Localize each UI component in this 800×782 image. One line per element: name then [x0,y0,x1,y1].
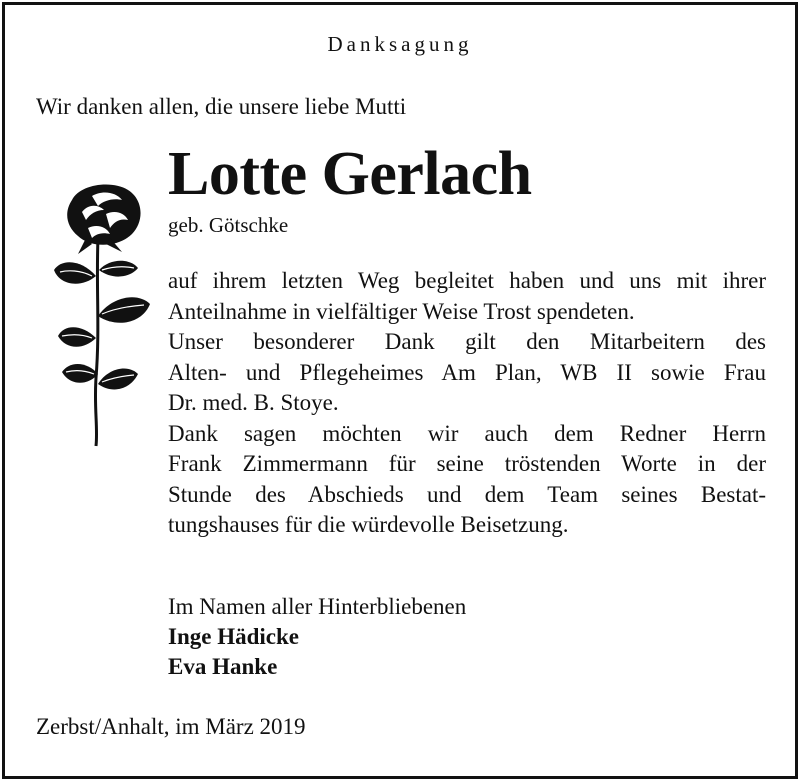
rose-icon [52,178,162,448]
body-line: Frank Zimmermann für seine tröstenden Worte in der [168,451,766,476]
body-line: Dank sagen möchten wir auch dem Redner Herrn [168,420,766,446]
body-line: Alten- und Pflegeheimes Am Plan, WB II sowie Frau [168,359,766,385]
body-line: Stunde des Abschieds und dem Team seines Bestat- [168,481,766,507]
signature-block [168,592,466,682]
place-date: Zerbst/Anhalt, im März 2019 [36,714,306,739]
body-line: Dr. med. B. Stoye. [168,390,339,415]
signature-name: Eva Hanke [168,654,278,679]
intro-text: Wir danken allen, die unsere liebe Mutti [36,94,407,119]
signature-line: Im Namen aller Hinterbliebenen [168,594,467,619]
signature-name: Inge Hädicke [168,624,299,649]
maiden-name: geb. Götschke [168,213,289,237]
body-line: Anteilnahme in vielfältiger Weise Trost spendeten. [168,298,635,324]
body-line: Unser besonderer Dank gilt den Mitarbeitern des [168,329,766,354]
body-line: tungshauses für die würdevolle Beisetzung. [168,512,569,537]
thanks-text [168,266,766,541]
body-line: auf ihrem letzten Weg begleitet haben und uns mit ihrer [168,268,766,293]
notice-heading: Danksagung [327,32,473,56]
deceased-name: Lotte Gerlach [168,140,532,208]
